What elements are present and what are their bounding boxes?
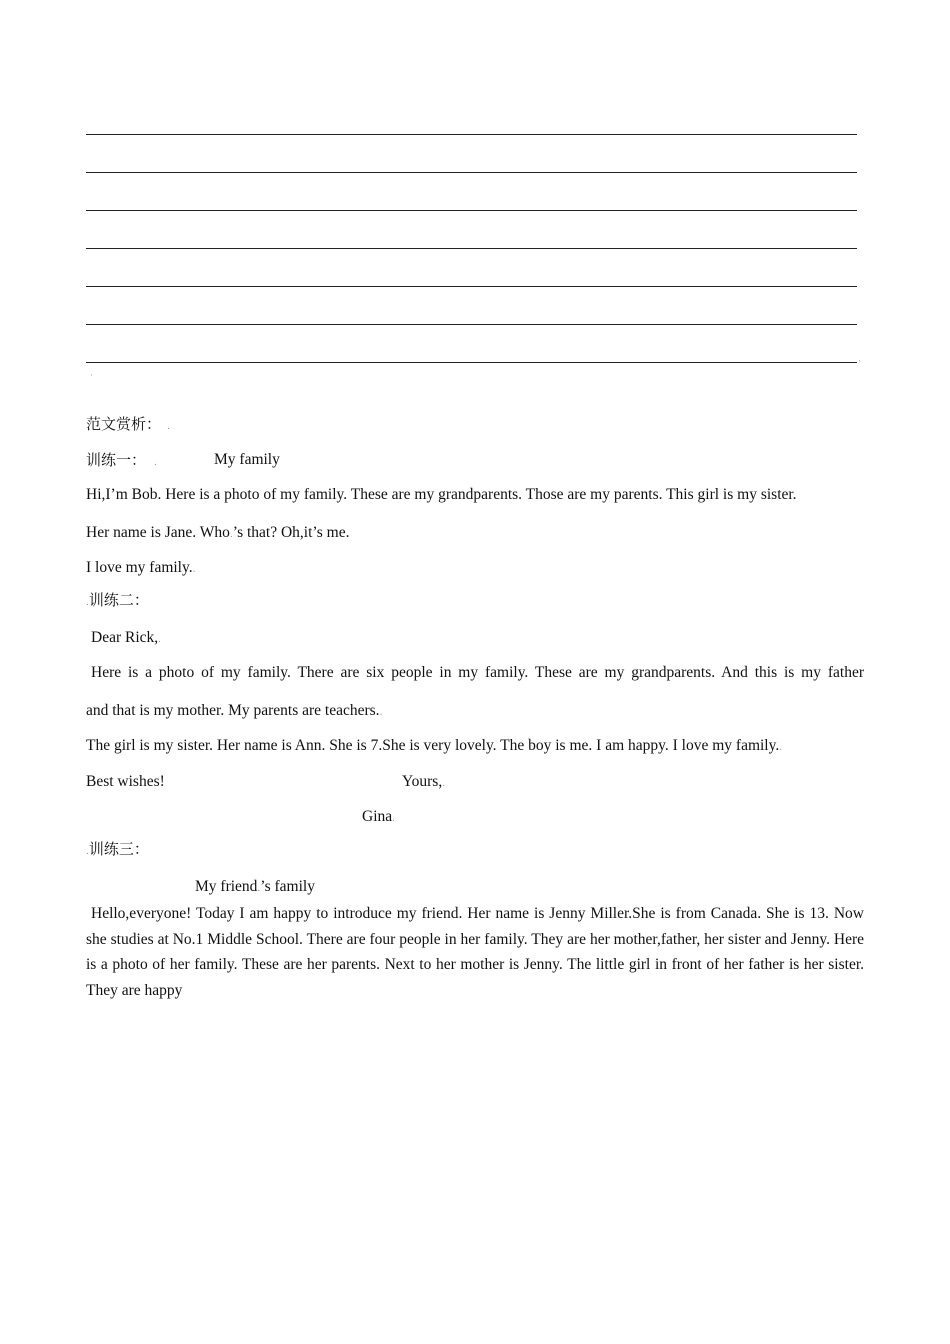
practice2-line3	[86, 736, 782, 758]
practice2-signature-text: Gina	[362, 808, 393, 825]
writing-line	[86, 286, 857, 287]
practice3-title-a: My friend	[195, 878, 258, 895]
practice1-line3	[86, 558, 195, 580]
practice2-greeting-text: Dear Rick,	[91, 629, 159, 646]
practice2-label: 训练二：	[88, 591, 149, 609]
practice2-closing: Best wishes!	[86, 773, 165, 790]
practice3-heading	[86, 839, 149, 862]
practice2-closing-row	[86, 772, 446, 792]
practice1-heading	[86, 450, 280, 473]
paragraph-mark: .	[257, 884, 261, 894]
paragraph-mark: .	[379, 708, 383, 718]
paragraph-mark: .	[229, 530, 233, 540]
practice3-paragraph-text: Hello,everyone! Today I am happy to introduce my friend. Her name is Jenny Miller.She is from Canada. She is 13. Now she studies at No.1 Middle School. There are four people in her family. They are her mother,father, her sister and Jenny. Here is a photo of her family. These are her parents. Next to her mother is Jenny. The little girl in front of her father is her sister. They are happy	[86, 905, 864, 999]
practice1-line2-a: Her name is Jane. Who	[86, 524, 230, 541]
practice2-line2-text: and that is my mother. My parents are teachers.	[86, 702, 380, 719]
section-title	[86, 414, 170, 437]
practice3-label: 训练三：	[88, 840, 149, 858]
practice2-heading	[86, 590, 149, 613]
paragraph-mark: .	[779, 743, 783, 753]
practice2-line2	[86, 701, 382, 723]
practice1-line3-text: I love my family.	[86, 559, 193, 576]
writing-line	[86, 324, 857, 325]
practice2-yours-text: Yours,	[402, 773, 443, 790]
paragraph-mark: ·	[858, 357, 861, 367]
practice2-line3-text: The girl is my sister. Her name is Ann. She is 7.She is very lovely. The boy is me. I am happy. I love my family.	[86, 737, 780, 754]
practice1-line1: Hi,I’m Bob. Here is a photo of my family. These are my grandparents. Those are my parents. This girl is my sister.	[86, 486, 797, 503]
paragraph-mark: .	[86, 847, 89, 857]
writing-line	[86, 134, 857, 135]
practice2-line1: Here is a photo of my family. There are six people in my family. These are my grandparents. And this is my father	[91, 664, 864, 681]
practice3-title	[195, 877, 315, 899]
practice2-yours	[402, 772, 445, 794]
practice1-line2-b: ’s that? Oh,it’s me.	[232, 524, 350, 541]
paragraph-mark: .	[442, 779, 446, 789]
paragraph-mark: .	[158, 635, 162, 645]
section-title-text: 范文赏析：	[86, 415, 162, 433]
writing-line	[86, 357, 861, 367]
paragraph-mark: .	[154, 458, 157, 468]
paragraph-mark: .	[392, 814, 396, 824]
practice1-label: 训练一：	[86, 451, 147, 469]
practice2-signature	[362, 807, 395, 829]
practice3-title-b: ’s family	[260, 878, 315, 895]
practice1-line2	[86, 523, 349, 545]
writing-line	[86, 172, 857, 173]
paragraph-mark: .	[167, 422, 170, 432]
paragraph-mark: .	[86, 598, 89, 608]
writing-line	[86, 248, 857, 249]
paragraph-mark: .	[192, 565, 196, 575]
practice2-greeting	[91, 628, 161, 650]
writing-line	[86, 210, 857, 211]
practice3-paragraph	[86, 901, 864, 1003]
paragraph-mark: ·	[90, 371, 93, 381]
practice1-title: My family	[214, 451, 280, 468]
